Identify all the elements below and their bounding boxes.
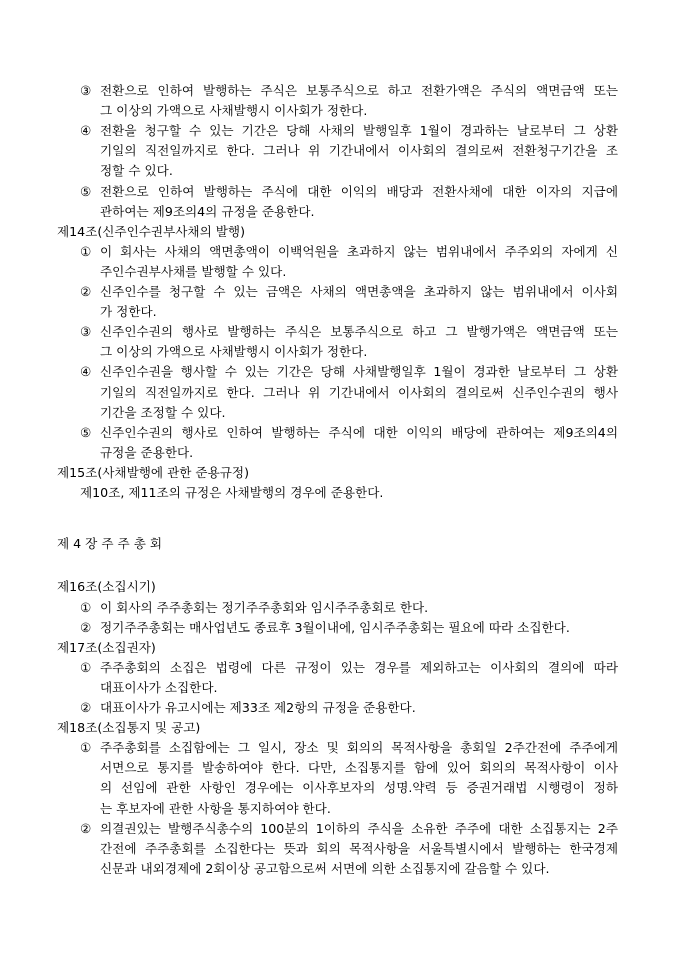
clause-line: 서면으로 통지를 발송하여야 한다. 다만, 소집통지를 함에 있어 회의의 목적사항이 이사 bbox=[100, 760, 618, 776]
clause-line: 정할 수 있다. bbox=[100, 163, 173, 179]
clause-number: ⑤ bbox=[80, 183, 92, 199]
clause-line: 주인수권부사채를 발행할 수 있다. bbox=[100, 263, 287, 279]
clause-line: 는 후보자에 관한 사항을 통지하여야 한다. bbox=[100, 800, 331, 816]
clause-number: ② bbox=[80, 619, 92, 635]
chapter-title: 제 4 장 주 주 총 회 bbox=[57, 536, 163, 552]
clause-line: 신주인수를 청구할 수 있는 금액은 사채의 액면총액을 초과하지 않는 범위내에서 이사회 bbox=[100, 284, 618, 299]
clause-line: 주주총회를 소집함에는 그 일시, 장소 및 회의의 목적사항을 총회일 2주간전에 주주에게 bbox=[100, 740, 618, 756]
clause-line: 신문과 내외경제에 2회이상 공고함으로써 서면에 의한 소집통지에 갈음할 수 있다. bbox=[100, 860, 550, 876]
clause-line: 기간을 조정할 수 있다. bbox=[100, 404, 226, 420]
article-heading: 제14조(신주인수권부사채의 발행) bbox=[57, 223, 246, 239]
clause-line: 그 이상의 가액으로 사채발행시 이사회가 정한다. bbox=[100, 103, 368, 119]
clause-line: 정기주주총회는 매사업년도 종료후 3월이내에, 임시주주총회는 필요에 따라 소집한다. bbox=[100, 619, 570, 635]
article-heading: 제15조(사채발행에 관한 준용규정) bbox=[57, 464, 250, 480]
clause-line: 대표이사가 소집한다. bbox=[100, 679, 218, 695]
clause-line: 의 선임에 관한 사항인 경우에는 이사후보자의 성명.약력 등 증권거래법 시행령이 정하 bbox=[100, 780, 618, 796]
clause-number: ⑤ bbox=[80, 424, 92, 440]
clause-number: ③ bbox=[80, 83, 92, 98]
article-heading: 제16조(소집시기) bbox=[57, 579, 156, 595]
clause-number: ④ bbox=[80, 364, 92, 380]
clause-number: ① bbox=[80, 740, 92, 756]
clause-line: 주주총회의 소집은 법령에 다른 규정이 있는 경우를 제외하고는 이사회의 결의에 따라 bbox=[100, 659, 618, 675]
clause-line: 의결권있는 발행주식총수의 100분의 1이하의 주식을 소유한 주주에 대한 소집통지는 2주 bbox=[100, 820, 618, 836]
clause-number: ② bbox=[80, 820, 92, 836]
clause-line: 대표이사가 유고시에는 제33조 제2항의 규정을 준용한다. bbox=[100, 700, 416, 716]
clause-number: ① bbox=[80, 599, 92, 615]
clause-line: 전환을 청구할 수 있는 기간은 당해 사채의 발행일후 1월이 경과하는 날로부터 그 상환 bbox=[100, 123, 618, 139]
clause-line: 기일의 직전일까지로 한다. 그러나 위 기간내에서 이사회의 결의로써 전환청구기간을 조 bbox=[100, 143, 618, 159]
clause-line: 신주인수권을 행사할 수 있는 기간은 당해 사채발행일후 1월이 경과한 날로부터 그 상환 bbox=[100, 364, 618, 380]
clause-number: ① bbox=[80, 659, 92, 675]
clause-line: 관하여는 제9조의4의 규정을 준용한다. bbox=[100, 203, 315, 219]
clause-line: 기일의 직전일까지로 한다. 그러나 위 기간내에서 이사회의 결의로써 신주인수권의 행사 bbox=[100, 384, 618, 400]
clause-line: 전환으로 인하여 발행하는 주식에 대한 이익의 배당과 전환사채에 대한 이자의 지급에 bbox=[100, 183, 618, 199]
article-heading: 제18조(소집통지 및 공고) bbox=[57, 720, 201, 736]
clause-line: 가 정한다. bbox=[100, 304, 157, 320]
clause-line: 신주인수권의 행사로 발행하는 주식은 보통주식으로 하고 그 발행가액은 액면금액 또는 bbox=[100, 324, 618, 340]
clause-number: ② bbox=[80, 284, 92, 299]
clause-number: ③ bbox=[80, 324, 92, 340]
clause-line: 간전에 주주총회를 소집한다는 뜻과 회의 목적사항을 서울특별시에서 발행하는 한국경제 bbox=[100, 840, 618, 856]
clause-line: 신주인수권의 행사로 인하여 발행하는 주식에 대한 이익의 배당에 관하여는 제9조의4의 bbox=[100, 424, 618, 440]
clause-number: ① bbox=[80, 243, 92, 259]
clause-line: 그 이상의 가액으로 사채발행시 이사회가 정한다. bbox=[100, 344, 368, 360]
clause-number: ② bbox=[80, 700, 92, 716]
clause-line: 이 회사는 사채의 액면총액이 이백억원을 초과하지 않는 범위내에서 주주외의 자에게 신 bbox=[100, 243, 618, 259]
article-heading: 제17조(소집권자) bbox=[57, 639, 156, 655]
clause-line: 전환으로 인하여 발행하는 주식은 보통주식으로 하고 전환가액은 주식의 액면금액 또는 bbox=[100, 83, 618, 98]
clause-number: ④ bbox=[80, 123, 92, 139]
clause-line: 이 회사의 주주총회는 정기주주총회와 임시주주총회로 한다. bbox=[100, 599, 429, 615]
article-text: 제10조, 제11조의 규정은 사채발행의 경우에 준용한다. bbox=[80, 485, 384, 500]
clause-line: 규정을 준용한다. bbox=[100, 444, 194, 460]
